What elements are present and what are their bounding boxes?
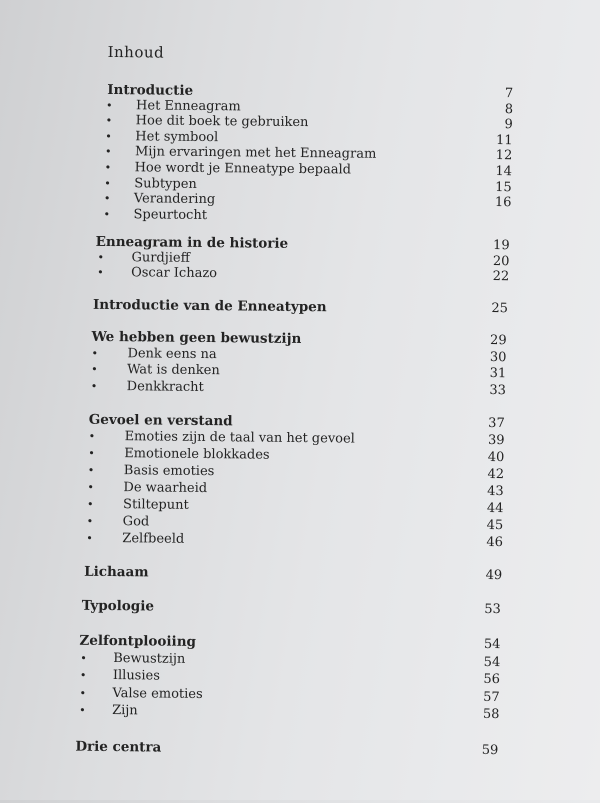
toc-entry-page-number: 40 (487, 449, 505, 466)
toc-entry-page-number: 14 (495, 164, 513, 180)
toc-entry-label: Hoe wordt je Enneatype bepaald (134, 160, 352, 178)
bullet-icon: • (79, 686, 87, 700)
toc-entry-label: Hoe dit boek te gebruiken (135, 113, 309, 131)
section-page-number: 37 (488, 415, 505, 432)
toc-heading: Inhoud (107, 42, 165, 62)
toc-entry-label: Gurdjieff (131, 249, 190, 266)
toc-entry-label: Het Enneagram (135, 97, 241, 114)
toc-entry-page-number: 57 (483, 689, 500, 705)
bullet-icon: • (105, 129, 112, 143)
toc-entry-label: Oscar Ichazo (131, 265, 218, 282)
toc-entry-page-number: 8 (504, 101, 514, 117)
bullet-icon: • (79, 704, 86, 718)
toc-entry-page-number: 42 (487, 466, 505, 483)
toc-entry-page-number: 16 (494, 195, 512, 211)
section-title: Drie centra (75, 738, 162, 756)
toc-entry-page-number: 9 (504, 117, 513, 133)
section-title: Lichaam (84, 563, 149, 581)
toc-entry-page-number: 43 (487, 483, 504, 500)
toc-entry-label: God (122, 514, 150, 530)
bullet-icon: • (80, 651, 87, 665)
toc-entry-label: Mijn ervaringen met het Enneagram (134, 144, 377, 163)
toc-entry-page-number: 30 (489, 349, 507, 365)
section-page-number: 25 (491, 300, 509, 317)
section-title: Zelfontplooiing (79, 632, 197, 650)
toc-entry-label: Emotionele blokkades (124, 446, 270, 463)
bullet-icon: • (87, 480, 95, 494)
toc-entry-label: Denk eens na (127, 345, 217, 362)
bullet-icon: • (88, 446, 95, 460)
toc-entry-label: Valse emoties (112, 685, 203, 702)
bullet-icon: • (104, 160, 112, 175)
section-title: Introductie van de Enneatypen (92, 296, 327, 316)
toc-entry-label: Subtypen (134, 175, 197, 192)
bullet-icon: • (103, 207, 111, 221)
toc-entry-label: Zelfbeeld (122, 531, 185, 547)
bullet-icon: • (97, 266, 104, 280)
toc-entry-label: Basis emoties (123, 463, 215, 480)
toc-entry-label: Wat is denken (127, 362, 220, 379)
bullet-icon: • (86, 514, 94, 528)
toc-entry-page-number: 31 (489, 365, 507, 382)
toc-entry-label: Speurtocht (133, 207, 208, 223)
bullet-icon: • (87, 497, 94, 511)
bullet-icon: • (90, 379, 98, 393)
section-title: We hebben geen bewustzijn (91, 328, 302, 348)
toc-entry-page-number: 54 (483, 654, 501, 670)
bullet-icon: • (79, 668, 87, 682)
toc-entry-page-number: 15 (495, 179, 512, 195)
toc-entry-label: Denkkracht (126, 378, 204, 395)
section-page-number: 19 (493, 238, 510, 254)
section-page-number: 54 (483, 636, 501, 653)
toc-entry-label: Stiltepunt (123, 497, 189, 513)
toc-entry-page-number: 33 (489, 382, 506, 398)
toc-entry-label: Bewustzijn (113, 650, 186, 667)
toc-entry-label: Verandering (133, 191, 216, 208)
section-title: Gevoel en verstand (88, 411, 233, 430)
bullet-icon: • (87, 463, 95, 477)
section-page-number: 7 (504, 86, 514, 102)
toc-entry-page-number: 22 (492, 269, 510, 285)
section-title: Typologie (81, 597, 155, 615)
bullet-icon: • (104, 176, 111, 190)
toc-entry-page-number: 44 (486, 500, 504, 517)
bullet-icon: • (88, 429, 96, 443)
toc-entry-page-number: 12 (495, 148, 513, 164)
bullet-icon: • (97, 250, 105, 264)
toc-entry-page-number: 39 (487, 432, 505, 449)
toc-entry-page-number: 46 (486, 534, 503, 551)
section-page-number: 59 (481, 742, 499, 759)
toc-entry-page-number: 45 (486, 517, 504, 534)
section-title: Introductie (107, 81, 194, 99)
bullet-icon: • (105, 114, 113, 128)
section-page-number: 49 (485, 567, 503, 584)
toc-entry-label: Het symbool (135, 129, 219, 145)
toc-entry-page-number: 20 (492, 253, 510, 269)
section-title: Enneagram in de historie (95, 233, 289, 252)
bullet-icon: • (103, 192, 111, 206)
toc-entry-label: Emoties zijn de taal van het gevoel (124, 429, 355, 447)
toc-entry-label: Illusies (112, 668, 161, 684)
toc-entry-page-number: 56 (483, 672, 501, 688)
toc-entry-page-number: 58 (482, 707, 500, 723)
bullet-icon: • (91, 362, 98, 376)
toc-entry-page-number: 11 (495, 132, 513, 149)
bullet-icon: • (106, 98, 113, 112)
toc-entry-label: De waarheid (123, 480, 208, 497)
bullet-icon: • (86, 531, 93, 545)
toc-entry-label: Zijn (112, 703, 138, 719)
bullet-icon: • (91, 346, 99, 360)
section-page-number: 29 (490, 332, 507, 349)
bullet-icon: • (104, 145, 112, 159)
section-page-number: 53 (484, 601, 501, 618)
